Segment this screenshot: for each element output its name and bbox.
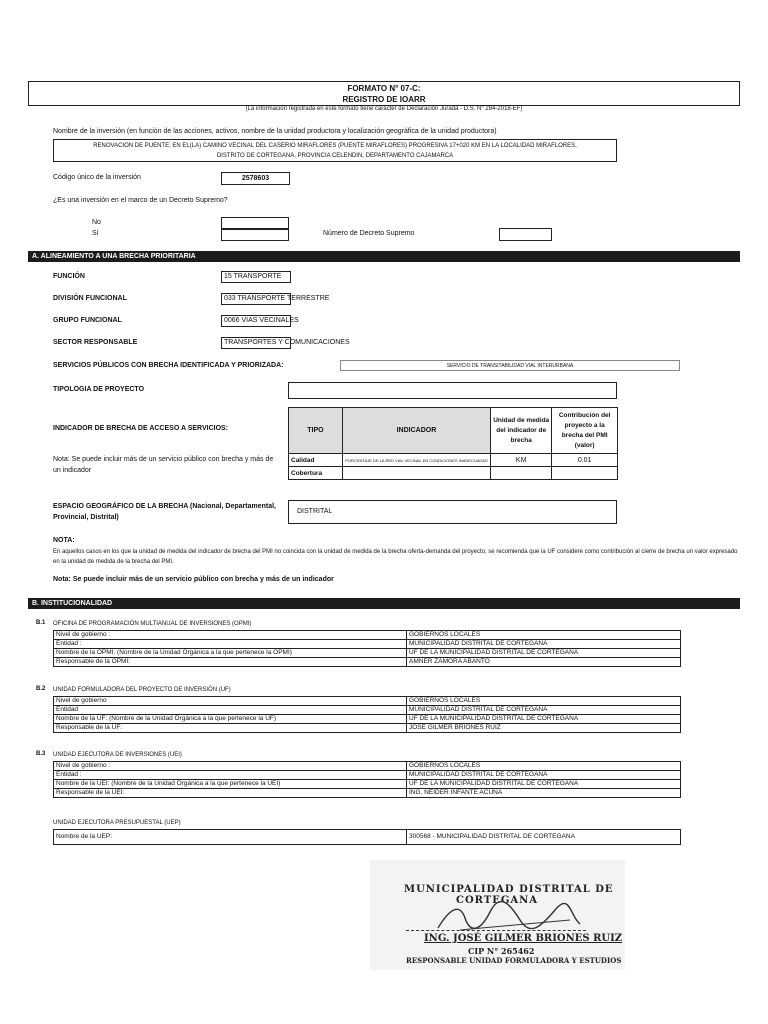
decreto-question: ¿Es una inversión en el marco de un Decreto Supremo?	[53, 197, 228, 204]
grupo-label: GRUPO FUNCIONAL	[53, 317, 122, 324]
row-valor-calidad: 0.01	[552, 454, 618, 467]
table-row	[54, 715, 681, 724]
table-row	[54, 706, 681, 715]
b2-label: Responsable de la UF:	[54, 724, 407, 733]
b3-value: ING. NEIDER INFANTE ACUÑA	[407, 789, 681, 798]
uep-title: UNIDAD EJECUTORA PRESUPUESTAL (UEP)	[53, 820, 181, 826]
b1-table	[53, 630, 681, 667]
table-row	[54, 649, 681, 658]
b1-label: Responsable de la OPMI:	[54, 658, 407, 667]
b1-title: OFICINA DE PROGRAMACIÓN MULTIANUAL DE INVERSIONES (OPMI)	[53, 621, 252, 627]
form-title-line2: REGISTRO DE IOARR	[342, 95, 426, 104]
row-unidad-calidad: KM	[491, 454, 552, 467]
nota-title: NOTA:	[53, 537, 75, 544]
investment-name-label: Nombre de la inversión (en función de las acciones, activos, nombre de la unidad productora y localización geográfica de la unidad productora)	[53, 128, 497, 135]
handwritten-signature	[430, 898, 590, 938]
row-valor-cobertura	[552, 467, 618, 480]
b3-value: GOBIERNOS LOCALES	[407, 762, 681, 771]
stamp-municipality-line1: MUNICIPALIDAD DISTRITAL DE	[404, 884, 614, 895]
table-row	[54, 631, 681, 640]
b3-label: Responsable de la UEI:	[54, 789, 407, 798]
table-row	[54, 830, 681, 845]
b1-label: Nivel de gobierno :	[54, 631, 407, 640]
indicator-row-calidad	[289, 454, 618, 467]
uep-table	[53, 829, 681, 845]
form-title-box	[28, 81, 740, 106]
b3-value: UF DE LA MUNICIPALIDAD DISTRITAL DE CORTEGANA	[407, 780, 681, 789]
table-row	[54, 640, 681, 649]
section-a-header: A. ALINEAMIENTO A UNA BRECHA PRIORITARIA	[28, 251, 740, 262]
b3-table	[53, 761, 681, 798]
espacio-value: DISTRITAL	[288, 500, 617, 524]
b2-value: JOSE GILMER BRIONES RUIZ	[407, 724, 681, 733]
division-label: DIVISIÓN FUNCIONAL	[53, 295, 127, 302]
b3-label: Nombre de la UEI: (Nombre de la Unidad Orgánica a la que pertenece la UEI)	[54, 780, 407, 789]
uep-value: 300568 - MUNICIPALIDAD DISTRITAL DE CORTEGANA	[407, 830, 681, 845]
row-tipo-calidad: Calidad	[289, 454, 343, 467]
b2-table	[53, 696, 681, 733]
code-value: 2578603	[221, 172, 290, 185]
b1-value: AMNER ZAMORA ABANTO	[407, 658, 681, 667]
investment-name-box	[53, 139, 617, 162]
row-tipo-cobertura: Cobertura	[289, 467, 343, 480]
stamp-municipality-line2: CORTEGANA	[456, 895, 539, 906]
row-unidad-cobertura	[491, 467, 552, 480]
servicios-value: SERVICIO DE TRANSITABILIDAD VIAL INTERURBANA	[340, 360, 680, 371]
indicador-note: Nota: Se puede incluir más de un servicio público con brecha y más de un indicador	[53, 456, 274, 474]
form-subtitle: (La información registrada en este formato tiene carácter de Declaración Jurada - D.S. N° 284-2018-EF)	[245, 106, 523, 112]
b3-label: Nivel de gobierno :	[54, 762, 407, 771]
row-indicador-cobertura	[342, 467, 490, 480]
b2-label: Nivel de gobierno	[54, 697, 407, 706]
decreto-no-label: No	[92, 219, 101, 226]
stamp-role: RESPONSABLE UNIDAD FORMULADORA Y ESTUDIOS	[406, 956, 622, 965]
row-indicador-calidad: PORCENTAJE DE LA RED VIAL VECINAL EN CONDICIONES INADECUADAS	[342, 454, 490, 467]
table-row	[54, 789, 681, 798]
indicador-label: INDICADOR DE BRECHA DE ACCESO A SERVICIOS:	[53, 425, 229, 432]
b1-number: B.1	[36, 620, 46, 626]
table-row	[54, 658, 681, 667]
stamp-cip: CIP N° 265462	[468, 946, 535, 956]
decreto-number-label: Número de Decreto Supremo	[323, 230, 415, 237]
b2-value: UF DE LA MUNICIPALIDAD DISTRITAL DE CORTEGANA	[407, 715, 681, 724]
decreto-si-label: Sí	[92, 230, 99, 237]
funcion-value: 15 TRANSPORTE	[221, 271, 291, 283]
b2-value: GOBIERNOS LOCALES	[407, 697, 681, 706]
decreto-si-checkbox[interactable]	[221, 229, 289, 241]
indicator-row-cobertura	[289, 467, 618, 480]
b1-value: UF DE LA MUNICIPALIDAD DISTRITAL DE CORTEGANA	[407, 649, 681, 658]
table-row	[54, 762, 681, 771]
b3-label: Entidad :	[54, 771, 407, 780]
official-stamp	[370, 860, 625, 970]
b1-label: Nombre de la OPMI: (Nombre de la Unidad Orgánica a la que pertenece la OPMI)	[54, 649, 407, 658]
table-row	[54, 724, 681, 733]
header-contribucion: Contribución del proyecto a la brecha del PMI (valor)	[552, 408, 618, 454]
funcion-label: FUNCIÓN	[53, 273, 85, 280]
b2-label: Entidad	[54, 706, 407, 715]
uep-label: Nombre de la UEP:	[54, 830, 407, 845]
b1-label: Entidad :	[54, 640, 407, 649]
code-label: Código único de la inversión	[53, 174, 141, 181]
table-row	[54, 780, 681, 789]
b2-label: Nombre de la UF: (Nombre de la Unidad Orgánica a la que pertenece la UF)	[54, 715, 407, 724]
b1-value: MUNICIPALIDAD DISTRITAL DE CORTEGANA	[407, 640, 681, 649]
decreto-number-field[interactable]	[499, 228, 552, 241]
b2-value: MUNICIPALIDAD DISTRITAL DE CORTEGANA	[407, 706, 681, 715]
indicator-table	[288, 407, 618, 480]
header-indicador: INDICADOR	[342, 408, 490, 454]
b3-number: B.3	[36, 751, 46, 757]
sector-value: TRANSPORTES Y COMUNICACIONES	[221, 337, 291, 349]
tipologia-field[interactable]	[288, 382, 617, 399]
b3-value: MUNICIPALIDAD DISTRITAL DE CORTEGANA	[407, 771, 681, 780]
stamp-signer-name: ING. JOSÉ GILMER BRIONES RUIZ	[424, 933, 623, 944]
sector-label: SECTOR RESPONSABLE	[53, 339, 138, 346]
header-unidad: Unidad de medida del indicador de brecha	[491, 408, 552, 454]
nota-2: Nota: Se puede incluir más de un servicio público con brecha y más de un indicador	[53, 576, 334, 583]
table-row	[54, 697, 681, 706]
signature-line	[406, 930, 586, 931]
b2-title: UNIDAD FORMULADORA DEL PROYECTO DE INVERSIÓN (UF)	[53, 687, 231, 693]
b1-value: GOBIERNOS LOCALES	[407, 631, 681, 640]
tipologia-label: TIPOLOGIA DE PROYECTO	[53, 386, 145, 393]
b3-title: UNIDAD EJECUTORA DE INVERSIONES (UEI)	[53, 752, 182, 758]
indicator-header-row	[289, 408, 618, 454]
b2-number: B.2	[36, 686, 46, 692]
servicios-label: SERVICIOS PÚBLICOS CON BRECHA IDENTIFICADA Y PRIORIZADA:	[53, 362, 284, 369]
investment-name-line2: DISTRITO DE CORTEGANA, PROVINCIA CELENDIN, DEPARTAMENTO CAJAMARCA	[216, 153, 454, 159]
section-b-header: B. INSTITUCIONALIDAD	[28, 598, 740, 609]
decreto-no-checkbox[interactable]	[221, 217, 289, 229]
nota-text: En aquellos casos en los que la unidad de medida del indicador de brecha del PMI no coincida con la unidad de medida de la brecha oferta-demanda del proyecto, se recomienda que la UF considere como contribución al cierre de brecha un valor expresado en la unidad de medida de la brecha del PMI.	[53, 549, 738, 565]
form-title-line1: FORMATO N° 07-C:	[347, 84, 421, 93]
grupo-value: 0066 VIAS VECINALES	[221, 315, 291, 327]
investment-name-line1: RENOVACION DE PUENTE; EN EL(LA) CAMINO VECINAL DEL CASERIO MIRAFLORES (PUENTE MIRAFLORES) PROGRESIVA 17+020 KM EN LA LOCALIDAD MIRAFLORES,	[93, 143, 577, 149]
espacio-label: ESPACIO GEOGRÁFICO DE LA BRECHA (Nacional, Departamental, Provincial, Distrital)	[53, 503, 276, 521]
table-row	[54, 771, 681, 780]
division-value: 033 TRANSPORTE TERRESTRE	[221, 293, 291, 305]
header-tipo: TIPO	[289, 408, 343, 454]
